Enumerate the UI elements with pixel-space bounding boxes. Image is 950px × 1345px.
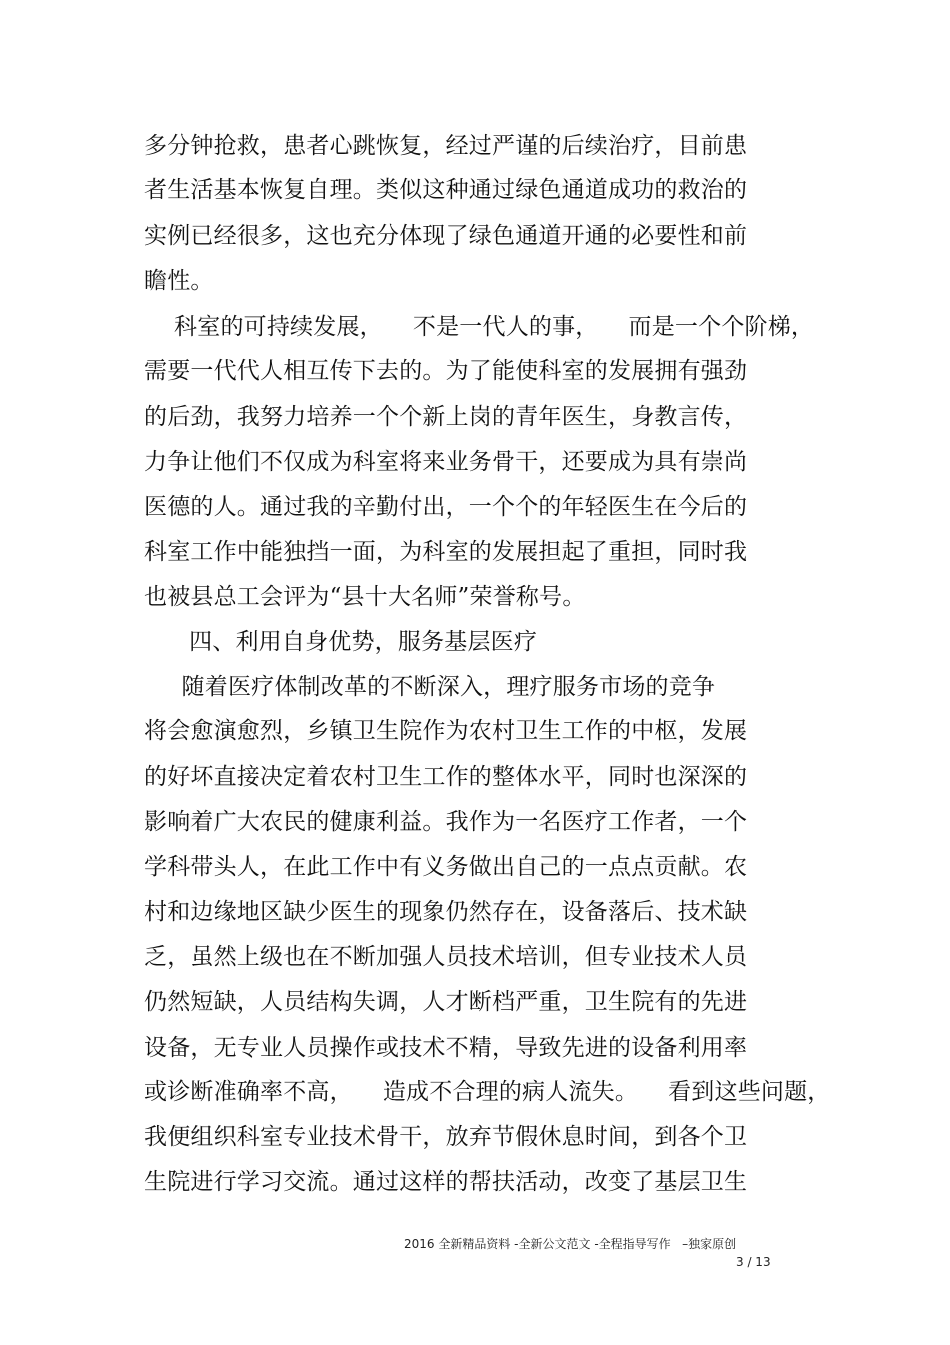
text-line: 科室的可持续发展， 不是一代人的事， 而是一个个阶梯， (144, 314, 815, 340)
text-line: 随着医疗体制改革的不断深入，理疗服务市场的竞争 (144, 674, 716, 700)
text-line: 也被县总工会评为“县十大名师”荣誉称号。 (144, 584, 586, 610)
text-line: 多分钟抢救，患者心跳恢复，经过严谨的后续治疗，目前患 (144, 133, 748, 159)
page-number: 3 / 13 (736, 1255, 771, 1269)
text-line: 需要一代代人相互传下去的。为了能使科室的发展拥有强劲 (144, 358, 748, 384)
text-line: 的好坏直接决定着农村卫生工作的整体水平，同时也深深的 (144, 764, 748, 790)
text-line: 医德的人。通过我的辛勤付出，一个个的年轻医生在今后的 (144, 494, 748, 520)
text-line: 将会愈演愈烈，乡镇卫生院作为农村卫生工作的中枢，发展 (144, 718, 748, 744)
text-line: 生院进行学习交流。通过这样的帮扶活动，改变了基层卫生 (144, 1169, 748, 1195)
text-line: 村和边缘地区缺少医生的现象仍然存在，设备落后、技术缺 (144, 899, 748, 925)
text-line: 瞻性。 (144, 268, 214, 294)
text-line: 或诊断准确率不高， 造成不合理的病人流失。 看到这些问题， (144, 1079, 831, 1105)
text-line: 乏，虽然上级也在不断加强人员技术培训，但专业技术人员 (144, 944, 748, 970)
text-line: 学科带头人，在此工作中有义务做出自己的一点点贡献。农 (144, 854, 748, 880)
footer-caption: 2016 全新精品资料 -全新公文范文 -全程指导写作 –独家原创 (404, 1237, 737, 1251)
text-line: 实例已经很多，这也充分体现了绿色通道开通的必要性和前 (144, 223, 748, 249)
text-line: 力争让他们不仅成为科室将来业务骨干，还要成为具有崇尚 (144, 449, 748, 475)
text-line: 仍然短缺，人员结构失调，人才断档严重，卫生院有的先进 (144, 989, 748, 1015)
text-line: 影响着广大农民的健康利益。我作为一名医疗工作者，一个 (144, 809, 748, 835)
text-line: 的后劲，我努力培养一个个新上岗的青年医生，身教言传， (144, 404, 748, 430)
text-line: 者生活基本恢复自理。类似这种通过绿色通道成功的救治的 (144, 177, 748, 203)
text-line: 设备，无专业人员操作或技术不精，导致先进的设备利用率 (144, 1035, 748, 1061)
text-line: 我便组织科室专业技术骨干，放弃节假休息时间，到各个卫 (144, 1124, 748, 1150)
text-line: 科室工作中能独挡一面，为科室的发展担起了重担，同时我 (144, 539, 748, 565)
section-heading: 四、利用自身优势，服务基层医疗 (144, 629, 538, 655)
